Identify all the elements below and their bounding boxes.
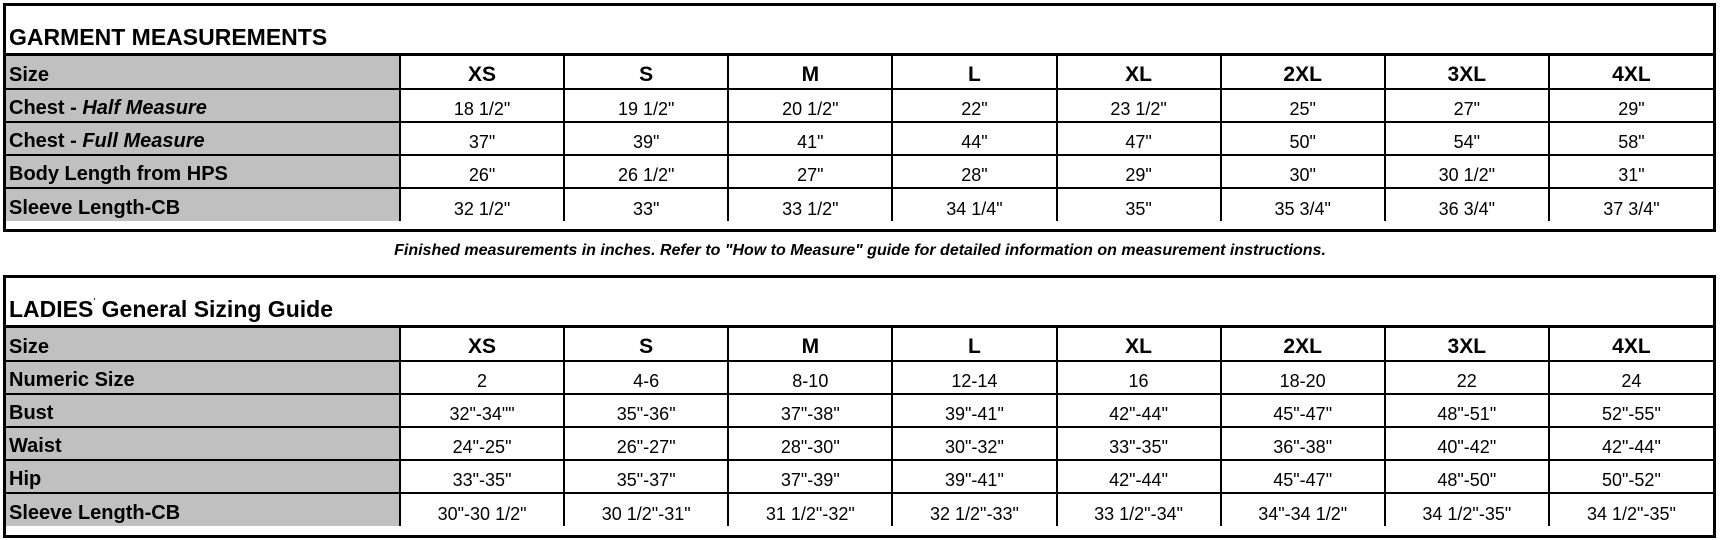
measurement-cell: 40"-42"	[1385, 427, 1549, 460]
measurement-cell: 20 1/2"	[728, 89, 892, 122]
measurement-cell: 48"-50"	[1385, 460, 1549, 493]
table-row	[6, 460, 1713, 493]
measurement-footnote: Finished measurements in inches. Refer to "How to Measure" guide for detailed information on measurement instructions.	[394, 242, 1326, 259]
table-row	[6, 493, 1713, 526]
table-row	[6, 89, 1713, 122]
size-header-cell: 4XL	[1549, 56, 1713, 89]
measurement-cell: 50"-52"	[1549, 460, 1713, 493]
measurement-cell: 39"	[564, 122, 728, 155]
row-label-emphasis: Full Measure	[82, 130, 205, 152]
measurement-cell: 35"-36"	[564, 394, 728, 427]
garment-table-title: GARMENT MEASUREMENTS	[9, 24, 328, 50]
ladies-title-rest: General Sizing Guide	[95, 296, 333, 322]
measurement-cell: 12-14	[892, 361, 1056, 394]
measurement-cell: 32 1/2"	[400, 188, 564, 221]
table-row	[6, 427, 1713, 460]
measurement-cell: 34 1/4"	[892, 188, 1056, 221]
measurement-cell: 33 1/2"-34"	[1057, 493, 1221, 526]
measurement-cell: 23 1/2"	[1057, 89, 1221, 122]
measurement-cell: 31"	[1549, 155, 1713, 188]
row-label-text: Chest -	[9, 130, 83, 152]
measurement-cell: 37"-39"	[728, 460, 892, 493]
row-label	[6, 155, 400, 188]
measurement-cell: 26"	[400, 155, 564, 188]
row-label	[6, 361, 400, 394]
row-label	[6, 460, 400, 493]
size-header-row	[6, 328, 1713, 361]
size-header-cell: S	[564, 328, 728, 361]
measurement-cell: 26 1/2"	[564, 155, 728, 188]
size-header-cell: L	[892, 56, 1056, 89]
size-header-cell: 3XL	[1385, 328, 1549, 361]
ladies-title-main: LADIES	[9, 296, 94, 322]
ladies-title-mark: '	[93, 297, 96, 308]
row-label	[6, 122, 400, 155]
measurement-cell: 58"	[1549, 122, 1713, 155]
row-label	[6, 493, 400, 526]
table-row	[6, 155, 1713, 188]
size-header-row	[6, 56, 1713, 89]
measurement-cell: 34 1/2"-35"	[1549, 493, 1713, 526]
measurement-cell: 45"-47"	[1221, 394, 1385, 427]
measurement-cell: 34"-34 1/2"	[1221, 493, 1385, 526]
measurement-cell: 33"-35"	[400, 460, 564, 493]
size-header-cell: M	[728, 56, 892, 89]
measurement-cell: 2	[400, 361, 564, 394]
ladies-sizing-table	[3, 275, 1716, 538]
measurement-cell: 33"-35"	[1057, 427, 1221, 460]
garment-grid	[6, 56, 1713, 221]
measurement-cell: 42"-44"	[1057, 460, 1221, 493]
measurement-cell: 48"-51"	[1385, 394, 1549, 427]
row-label-text: Numeric Size	[9, 369, 135, 391]
measurement-cell: 26"-27"	[564, 427, 728, 460]
row-label-text: Sleeve Length-CB	[9, 502, 181, 524]
row-label-text: Sleeve Length-CB	[9, 197, 181, 219]
ladies-grid	[6, 328, 1713, 526]
measurement-cell: 37"	[400, 122, 564, 155]
size-header-cell: 2XL	[1221, 56, 1385, 89]
measurement-cell: 19 1/2"	[564, 89, 728, 122]
measurement-cell: 30"-30 1/2"	[400, 493, 564, 526]
size-header-cell: 4XL	[1549, 328, 1713, 361]
measurement-cell: 29"	[1057, 155, 1221, 188]
measurement-cell: 8-10	[728, 361, 892, 394]
measurement-cell: 33 1/2"	[728, 188, 892, 221]
measurement-cell: 54"	[1385, 122, 1549, 155]
measurement-cell: 44"	[892, 122, 1056, 155]
table-row	[6, 122, 1713, 155]
size-header-cell: 2XL	[1221, 328, 1385, 361]
row-label-emphasis: Half Measure	[82, 97, 207, 119]
measurement-cell: 37 3/4"	[1549, 188, 1713, 221]
row-label-text: Body Length from HPS	[9, 163, 228, 185]
measurement-cell: 31 1/2"-32"	[728, 493, 892, 526]
measurement-cell: 18-20	[1221, 361, 1385, 394]
measurement-cell: 27"	[728, 155, 892, 188]
garment-table-title-bar	[6, 6, 1713, 56]
measurement-cell: 37"-38"	[728, 394, 892, 427]
measurement-cell: 32 1/2"-33"	[892, 493, 1056, 526]
size-header-cell: XS	[400, 56, 564, 89]
measurement-cell: 24"-25"	[400, 427, 564, 460]
measurement-cell: 39"-41"	[892, 394, 1056, 427]
measurement-cell: 42"-44"	[1057, 394, 1221, 427]
measurement-cell: 24	[1549, 361, 1713, 394]
table-row	[6, 188, 1713, 221]
measurement-cell: 18 1/2"	[400, 89, 564, 122]
size-header-cell: 3XL	[1385, 56, 1549, 89]
measurement-cell: 47"	[1057, 122, 1221, 155]
measurement-cell: 4-6	[564, 361, 728, 394]
measurement-cell: 28"	[892, 155, 1056, 188]
measurement-cell: 33"	[564, 188, 728, 221]
measurement-cell: 45"-47"	[1221, 460, 1385, 493]
measurement-cell: 35"-37"	[564, 460, 728, 493]
measurement-cell: 39"-41"	[892, 460, 1056, 493]
measurement-cell: 41"	[728, 122, 892, 155]
row-label	[6, 188, 400, 221]
measurement-cell: 35"	[1057, 188, 1221, 221]
measurement-cell: 22	[1385, 361, 1549, 394]
measurement-cell: 32"-34""	[400, 394, 564, 427]
row-label-text: Hip	[9, 468, 42, 490]
measurement-cell: 36 3/4"	[1385, 188, 1549, 221]
table-row	[6, 394, 1713, 427]
table-row	[6, 361, 1713, 394]
ladies-table-title	[9, 296, 333, 323]
row-label-text: Waist	[9, 435, 62, 457]
ladies-grid-body	[6, 328, 1713, 526]
measurement-cell: 30"-32"	[892, 427, 1056, 460]
measurement-cell: 50"	[1221, 122, 1385, 155]
size-header-cell: XL	[1057, 328, 1221, 361]
garment-grid-body	[6, 56, 1713, 221]
garment-measurements-table	[3, 3, 1716, 232]
row-label	[6, 427, 400, 460]
measurement-cell: 52"-55"	[1549, 394, 1713, 427]
measurement-cell: 30 1/2"	[1385, 155, 1549, 188]
size-header-cell: XL	[1057, 56, 1221, 89]
row-label-text: Chest -	[9, 97, 83, 119]
ladies-table-title-bar	[6, 278, 1713, 328]
measurement-cell: 25"	[1221, 89, 1385, 122]
measurement-cell: 35 3/4"	[1221, 188, 1385, 221]
row-label-size: Size	[6, 56, 400, 89]
size-header-cell: M	[728, 328, 892, 361]
measurement-cell: 28"-30"	[728, 427, 892, 460]
measurement-cell: 29"	[1549, 89, 1713, 122]
measurement-cell: 30"	[1221, 155, 1385, 188]
measurement-cell: 30 1/2"-31"	[564, 493, 728, 526]
measurement-cell: 34 1/2"-35"	[1385, 493, 1549, 526]
measurement-cell: 16	[1057, 361, 1221, 394]
row-label	[6, 89, 400, 122]
size-header-cell: L	[892, 328, 1056, 361]
measurement-cell: 42"-44"	[1549, 427, 1713, 460]
measurement-cell: 22"	[892, 89, 1056, 122]
size-header-cell: XS	[400, 328, 564, 361]
row-label-text: Bust	[9, 402, 54, 424]
row-label	[6, 394, 400, 427]
row-label-size: Size	[6, 328, 400, 361]
measurement-cell: 36"-38"	[1221, 427, 1385, 460]
measurement-cell: 27"	[1385, 89, 1549, 122]
size-header-cell: S	[564, 56, 728, 89]
